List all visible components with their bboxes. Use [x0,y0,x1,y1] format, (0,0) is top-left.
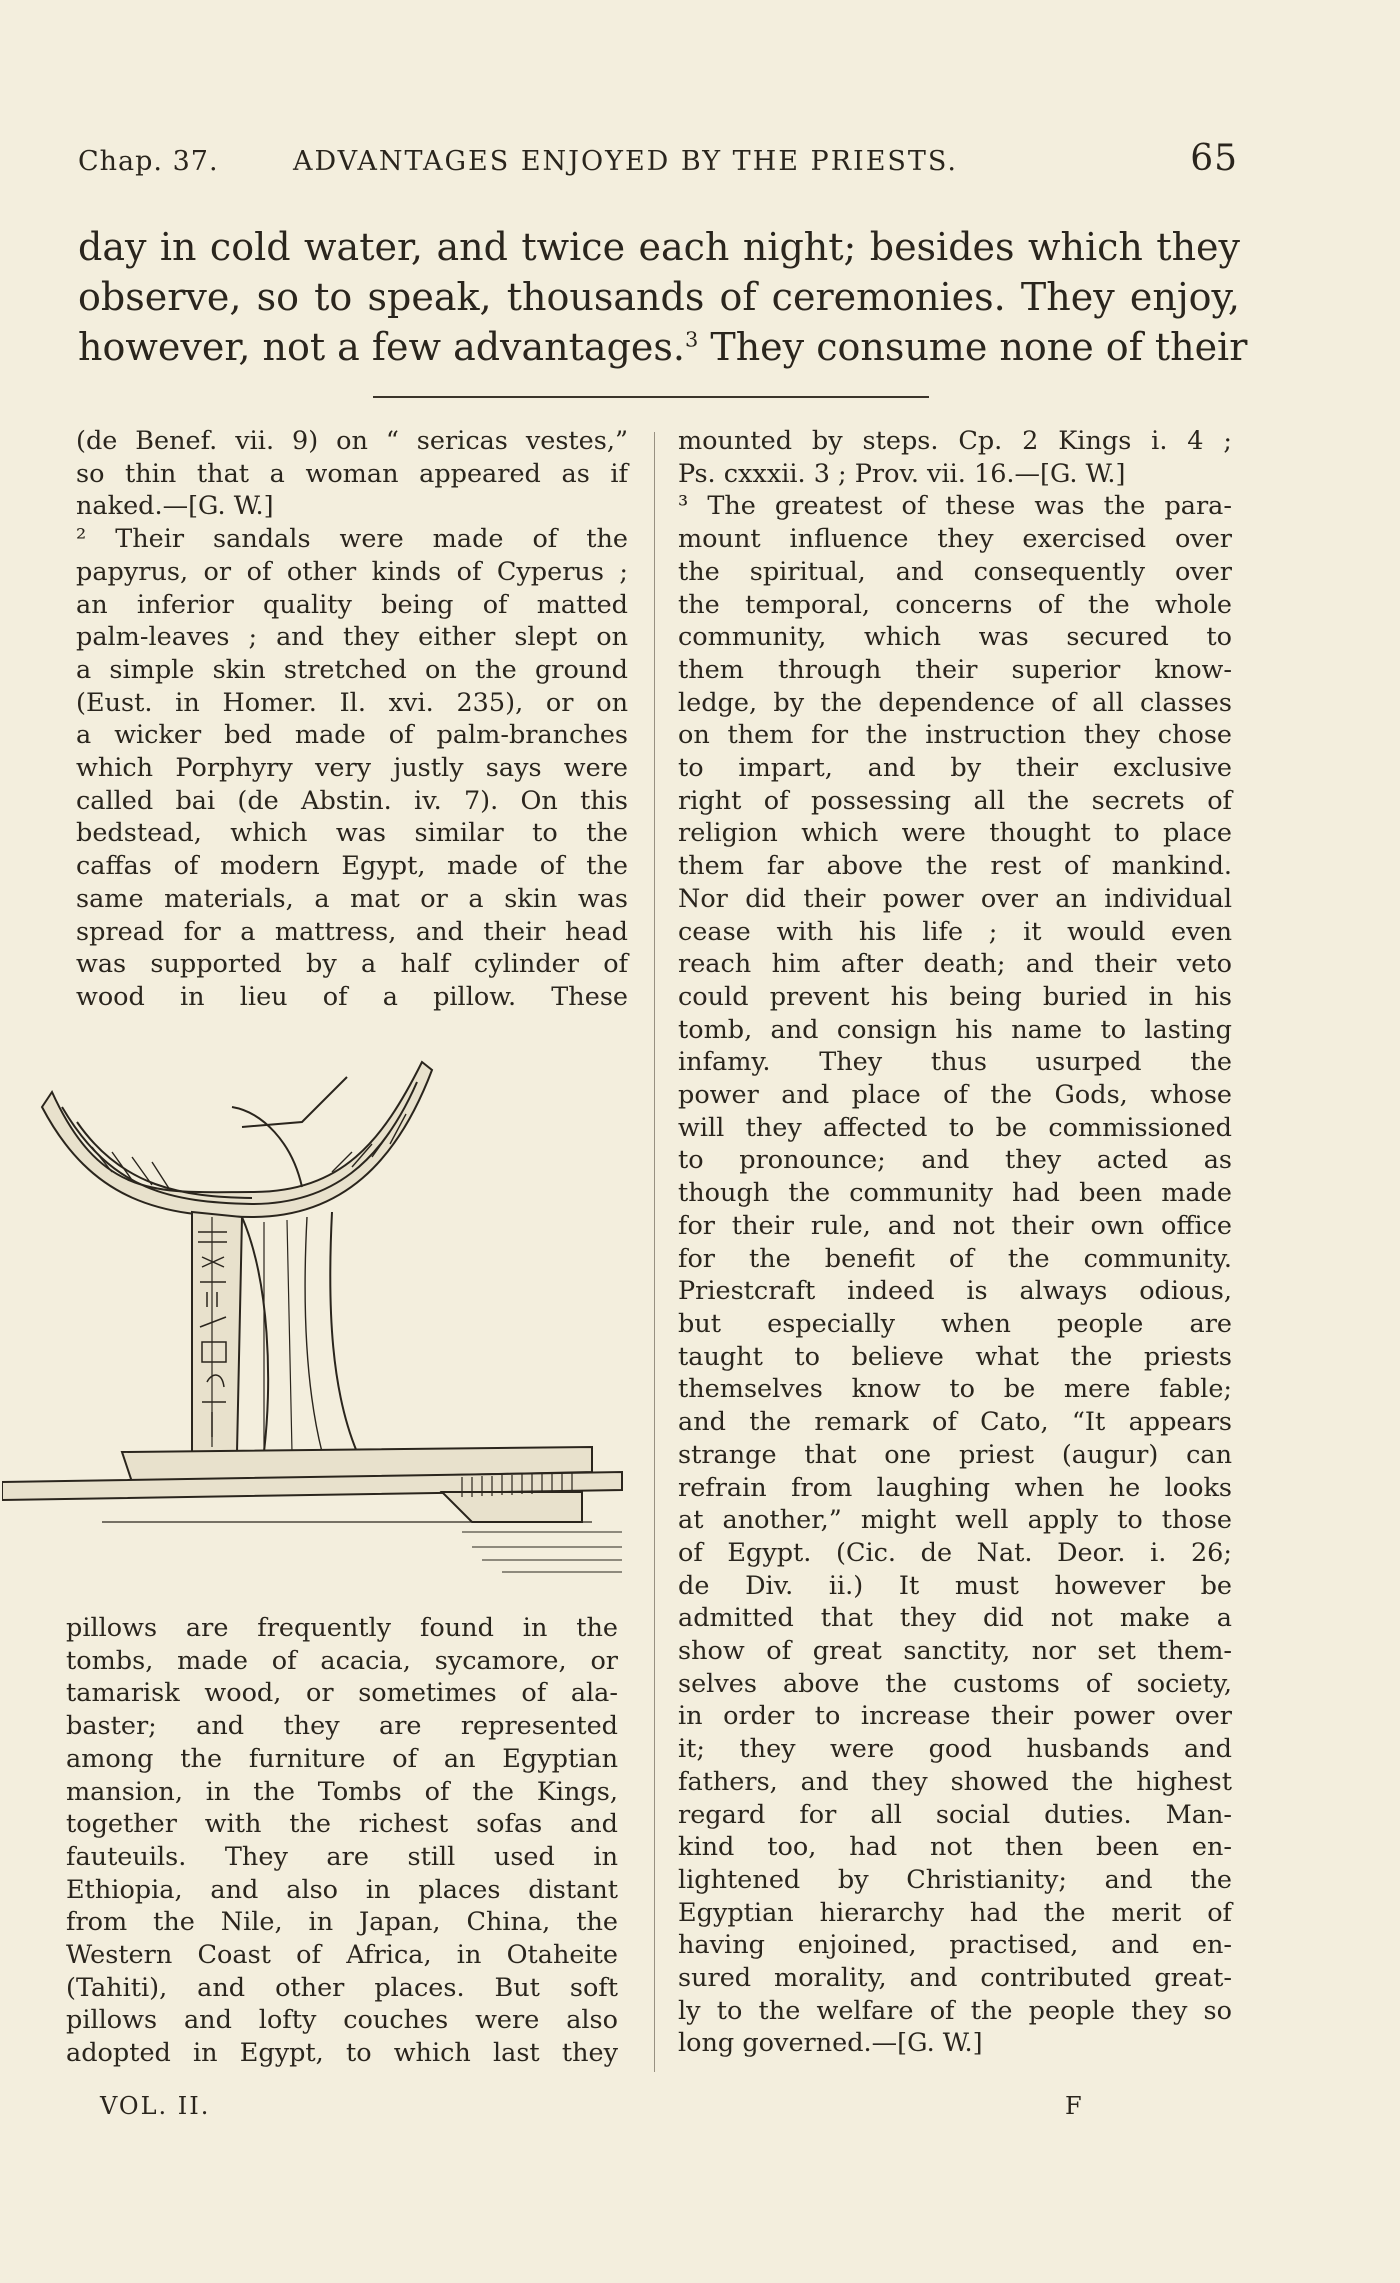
page-number: 65 [1190,138,1238,179]
main-text-fragment: They consume none of their [698,325,1248,369]
footnote-line: power and place of the Gods, whose [678,1080,1232,1111]
footnote-line: lightened by Christianity; and the [678,1864,1232,1895]
footnote-marker: 3 [684,327,699,352]
footnote-line: ³ The greatest of these was the para- [678,491,1232,522]
footnote-line: tamarisk wood, or sometimes of ala- [66,1678,618,1709]
footnote-line: among the furniture of an Egyptian [66,1743,618,1774]
footnote-line: for their rule, and not their own office [678,1210,1232,1241]
footnote-line: and the remark of Cato, “It appears [678,1407,1232,1438]
footnote-line: palm-leaves ; and they either slept on [76,622,628,653]
footnote-line: selves above the customs of society, [678,1668,1232,1699]
footnote-line: but especially when people are [678,1308,1232,1339]
column-divider [654,432,655,2072]
footnote-line: in order to increase their power over [678,1701,1232,1732]
footnote-line: fauteuils. They are still used in [66,1841,618,1872]
footnote-line: on them for the instruction they chose [678,720,1232,751]
footnote-line: tombs, made of acacia, sycamore, or [66,1645,618,1676]
footnote-line: same materials, a mat or a skin was [76,883,628,914]
footnote-line: the temporal, concerns of the whole [678,589,1232,620]
footnote-line: right of possessing all the secrets of [678,785,1232,816]
footnote-line: Ps. cxxxii. 3 ; Prov. vii. 16.—[G. W.] [678,458,1126,489]
footnote-line: fathers, and they showed the highest [678,1766,1232,1797]
footnote-line: papyrus, or of other kinds of Cyperus ; [76,556,628,587]
footnote-line: ledge, by the dependence of all classes [678,687,1232,718]
main-text-line: day in cold water, and twice each night; besides which they [78,225,1240,269]
footnote-line: tomb, and consign his name to lasting [678,1014,1232,1045]
footnote-column-left-bottom [66,1612,618,2070]
footnote-separator-rule [373,396,929,398]
footnote-line: admitted that they did not make a [678,1603,1232,1634]
footnote-line: mansion, in the Tombs of the Kings, [66,1776,618,1807]
footnote-line: mounted by steps. Cp. 2 Kings i. 4 ; [678,426,1232,456]
footnote-line: could prevent his being buried in his [678,981,1232,1012]
footnote-line: kind too, had not then been en- [678,1832,1232,1863]
footnote-line: community, which was secured to [678,622,1232,653]
footnote-line: to impart, and by their exclusive [678,753,1232,784]
running-title: ADVANTAGES ENJOYED BY THE PRIESTS. [293,146,959,177]
footnote-line: for the benefit of the community. [678,1243,1232,1274]
footnote-column-right [678,425,1232,2060]
footnote-line: cease with his life ; it would even [678,916,1232,947]
footnote-line: wood in lieu of a pillow. These [76,981,628,1012]
running-header [78,138,1238,184]
footnote-line: caffas of modern Egypt, made of the [76,851,628,882]
footnote-line: was supported by a half cylinder of [76,949,628,980]
footnote-line: though the community had been made [678,1178,1232,1209]
footnote-column-left-top [76,425,628,1014]
footnote-line: them far above the rest of mankind. [678,851,1232,882]
footnote-line: naked.—[G. W.] [76,491,274,522]
footnote-line: called bai (de Abstin. iv. 7). On this [76,785,628,816]
footnote-line: an inferior quality being of matted [76,589,628,620]
footnote-line: regard for all social duties. Man- [678,1799,1232,1830]
footnote-line: long governed.—[G. W.] [678,2028,983,2059]
signature-mark: F [1065,2092,1084,2120]
footnote-line: it; they were good husbands and [678,1734,1232,1765]
footnote-line: religion which were thought to place [678,818,1232,849]
footnote-line: them through their superior know- [678,654,1232,685]
footnote-line: Ethiopia, and also in places distant [66,1874,618,1905]
footnote-line: (de Benef. vii. 9) on “ sericas vestes,” [76,426,628,456]
footnote-line: the spiritual, and consequently over [678,556,1232,587]
footnote-line: reach him after death; and their veto [678,949,1232,980]
footnote-line: Egyptian hierarchy had the merit of [678,1897,1232,1928]
footnote-line: will they affected to be commissioned [678,1112,1232,1143]
footnote-line: de Div. ii.) It must however be [678,1570,1232,1601]
footnote-line: Priestcraft indeed is always odious, [678,1276,1232,1307]
footnote-line: bedstead, which was similar to the [76,818,628,849]
footnote-line: strange that one priest (augur) can [678,1439,1232,1470]
footnote-line: which Porphyry very justly says were [76,753,628,784]
main-text-line: observe, so to speak, thousands of ceremonies. They enjoy, [78,275,1240,319]
footnote-line: refrain from laughing when he looks [678,1472,1232,1503]
footnote-line: a wicker bed made of palm-branches [76,720,628,751]
main-text-line [78,322,1248,372]
footnote-line: pillows and lofty couches were also [66,2005,618,2036]
footnote-line: show of great sanctity, nor set them- [678,1636,1232,1667]
footnote-line: ly to the welfare of the people they so [678,1995,1232,2026]
footnote-line: (Tahiti), and other places. But soft [66,1972,618,2003]
footnote-line: spread for a mattress, and their head [76,916,628,947]
footnote-line: from the Nile, in Japan, China, the [66,1907,618,1938]
footnote-line: mount influence they exercised over [678,524,1232,555]
footnote-line: having enjoined, practised, and en- [678,1930,1232,1961]
footnote-line: pillows are frequently found in the [66,1613,618,1643]
footnote-line: infamy. They thus usurped the [678,1047,1232,1078]
footnote-line: Western Coast of Africa, in Otaheite [66,1940,618,1971]
footnote-line: adopted in Egypt, to which last they [66,2038,618,2069]
footnote-line: of Egypt. (Cic. de Nat. Deor. i. 26; [678,1537,1232,1568]
footnote-line: (Eust. in Homer. Il. xvi. 235), or on [76,687,628,718]
footnote-line: to pronounce; and they acted as [678,1145,1232,1176]
footnote-line: baster; and they are represented [66,1711,618,1742]
volume-label: VOL. II. [100,2092,211,2120]
footnote-line: together with the richest sofas and [66,1809,618,1840]
headrest-illustration [2,1052,642,1592]
footnote-line: Nor did their power over an individual [678,883,1232,914]
chapter-label: Chap. 37. [78,146,219,177]
footnote-line: so thin that a woman appeared as if [76,458,628,489]
footnote-line: taught to believe what the priests [678,1341,1232,1372]
main-text-fragment: however, not a few advantages. [78,325,685,369]
main-text [78,222,1248,372]
footnote-line: themselves know to be mere fable; [678,1374,1232,1405]
footnote-line: ² Their sandals were made of the [76,524,628,555]
footnote-line: a simple skin stretched on the ground [76,654,628,685]
footnote-line: at another,” might well apply to those [678,1505,1232,1536]
footnote-line: sured morality, and contributed great- [678,1963,1232,1994]
